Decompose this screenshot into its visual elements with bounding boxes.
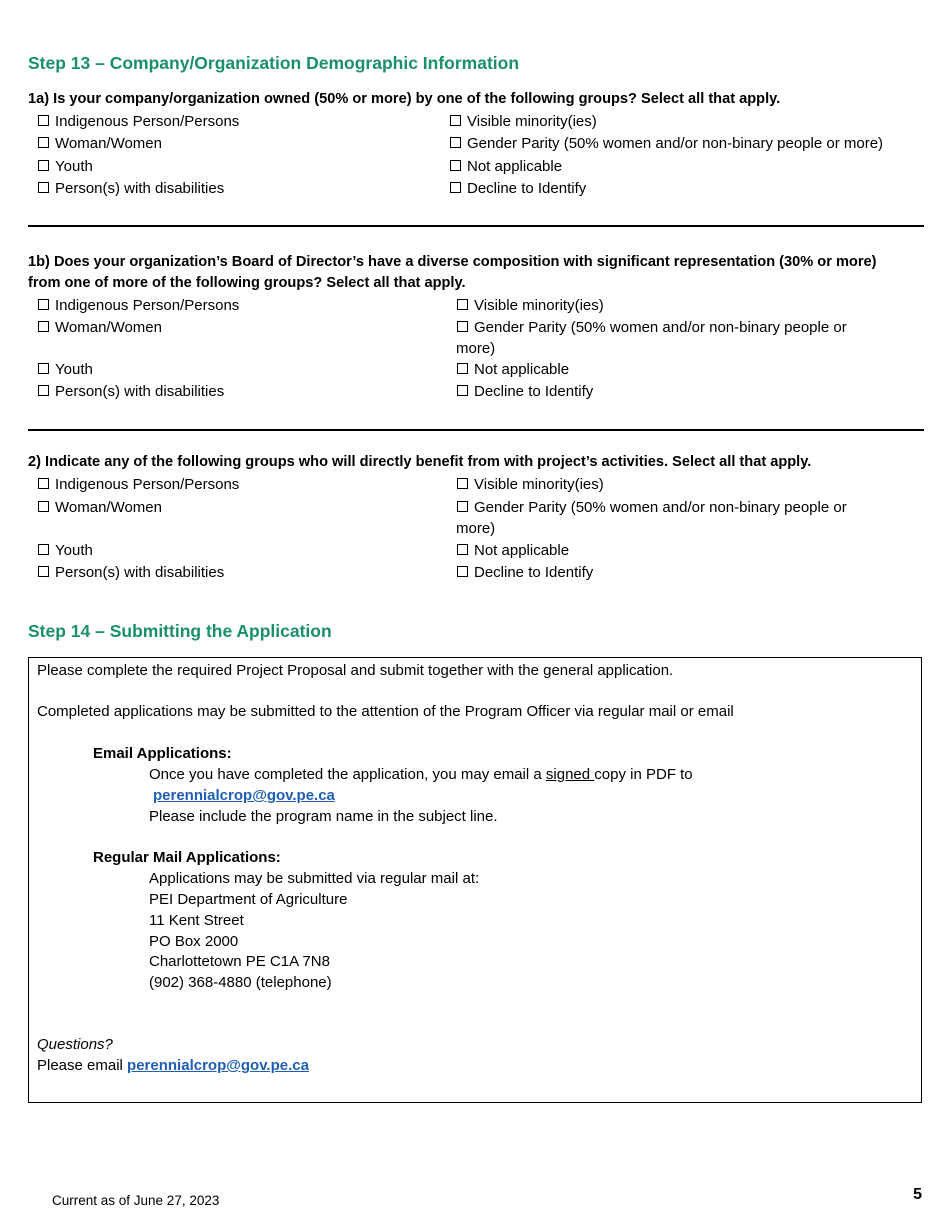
mail-address-po-box: PO Box 2000 (149, 933, 239, 950)
mail-address-street: 11 Kent Street (149, 912, 244, 929)
step-14-heading: Step 14 – Submitting the Application (28, 621, 332, 641)
q2-gender-parity-wrap: more) (456, 520, 496, 537)
checkbox[interactable] (38, 363, 49, 374)
q1b-option-visible-minority[interactable]: Visible minority(ies) (457, 295, 604, 316)
section-divider (28, 429, 924, 431)
checkbox[interactable] (450, 137, 461, 148)
q1b-option-indigenous[interactable]: Indigenous Person/Persons (38, 295, 239, 316)
checkbox[interactable] (457, 566, 468, 577)
checkbox[interactable] (457, 321, 468, 332)
checkbox[interactable] (38, 299, 49, 310)
q2-option-disabilities[interactable]: Person(s) with disabilities (38, 562, 224, 583)
checkbox[interactable] (457, 385, 468, 396)
checkbox[interactable] (38, 137, 49, 148)
checkbox[interactable] (38, 115, 49, 126)
checkbox[interactable] (457, 544, 468, 555)
document-page (28, 0, 924, 1230)
q2-option-visible-minority[interactable]: Visible minority(ies) (457, 474, 604, 495)
page-number: 5 (913, 1186, 922, 1203)
q1b-option-not-applicable[interactable]: Not applicable (457, 359, 569, 380)
mail-address-city: Charlottetown PE C1A 7N8 (149, 953, 330, 970)
questions-email-link[interactable]: perennialcrop@gov.pe.ca (127, 1057, 309, 1074)
checkbox[interactable] (450, 160, 461, 171)
checkbox[interactable] (450, 115, 461, 126)
q1b-option-women[interactable]: Woman/Women (38, 317, 162, 338)
question-2: 2) Indicate any of the following groups who will directly benefit from with project’s activities. Select all that apply. (28, 454, 812, 470)
checkbox[interactable] (38, 182, 49, 193)
q1b-option-disabilities[interactable]: Person(s) with disabilities (38, 381, 224, 402)
question-1b-line-1: 1b) Does your organization’s Board of Director’s have a diverse composition with significant representation (30% or more) (28, 254, 877, 270)
q1a-option-indigenous[interactable]: Indigenous Person/Persons (38, 111, 239, 132)
checkbox[interactable] (450, 182, 461, 193)
submit-note: Completed applications may be submitted to the attention of the Program Officer via regular mail or email (37, 703, 734, 720)
q1a-option-youth[interactable]: Youth (38, 156, 93, 177)
q2-option-women[interactable]: Woman/Women (38, 497, 162, 518)
mail-line: Applications may be submitted via regular mail at: (149, 870, 480, 887)
checkbox[interactable] (457, 501, 468, 512)
q1a-option-decline[interactable]: Decline to Identify (450, 178, 586, 199)
q1b-option-gender-parity[interactable]: Gender Parity (50% women and/or non-binary people or (457, 317, 847, 338)
mail-applications-heading: Regular Mail Applications: (93, 849, 281, 866)
checkbox[interactable] (457, 299, 468, 310)
submission-instructions-box (28, 657, 922, 1103)
q1a-option-not-applicable[interactable]: Not applicable (450, 156, 562, 177)
footer-date: Current as of June 27, 2023 (52, 1193, 220, 1208)
email-applications-heading: Email Applications: (93, 745, 232, 762)
email-subject-note: Please include the program name in the subject line. (149, 808, 498, 825)
checkbox[interactable] (38, 566, 49, 577)
question-1a: 1a) Is your company/organization owned (50% or more) by one of the following groups? Select all that apply. (28, 91, 781, 107)
q1a-option-visible-minority[interactable]: Visible minority(ies) (450, 111, 597, 132)
mail-address-department: PEI Department of Agriculture (149, 891, 348, 908)
step-13-heading: Step 13 – Company/Organization Demographic Information (28, 53, 520, 73)
q2-option-youth[interactable]: Youth (38, 540, 93, 561)
questions-label: Questions? (37, 1036, 113, 1053)
q2-option-decline[interactable]: Decline to Identify (457, 562, 593, 583)
checkbox[interactable] (38, 544, 49, 555)
checkbox[interactable] (38, 321, 49, 332)
checkbox[interactable] (38, 160, 49, 171)
q1b-option-decline[interactable]: Decline to Identify (457, 381, 593, 402)
q1b-gender-parity-wrap: more) (456, 340, 496, 357)
q1b-option-youth[interactable]: Youth (38, 359, 93, 380)
email-instruction: Once you have completed the application, you may email a signed copy in PDF to (149, 766, 693, 783)
q2-option-gender-parity[interactable]: Gender Parity (50% women and/or non-binary people or (457, 497, 847, 518)
q1a-option-gender-parity[interactable]: Gender Parity (50% women and/or non-binary people or more) (450, 133, 883, 154)
q1a-option-disabilities[interactable]: Person(s) with disabilities (38, 178, 224, 199)
q2-option-not-applicable[interactable]: Not applicable (457, 540, 569, 561)
signed-emphasis: signed (545, 766, 595, 783)
q1a-option-women[interactable]: Woman/Women (38, 133, 162, 154)
checkbox[interactable] (457, 478, 468, 489)
mail-telephone: (902) 368-4880 (telephone) (149, 974, 332, 991)
question-1b-line-2: from one of more of the following groups? Select all that apply. (28, 275, 466, 291)
checkbox[interactable] (457, 363, 468, 374)
section-divider (28, 225, 924, 227)
questions-contact: Please email perennialcrop@gov.pe.ca (37, 1057, 309, 1074)
checkbox[interactable] (38, 385, 49, 396)
question-1b (28, 252, 908, 294)
checkbox[interactable] (38, 501, 49, 512)
checkbox[interactable] (38, 478, 49, 489)
email-link[interactable]: perennialcrop@gov.pe.ca (153, 787, 335, 804)
q2-option-indigenous[interactable]: Indigenous Person/Persons (38, 474, 239, 495)
intro-text: Please complete the required Project Proposal and submit together with the general application. (37, 662, 674, 679)
